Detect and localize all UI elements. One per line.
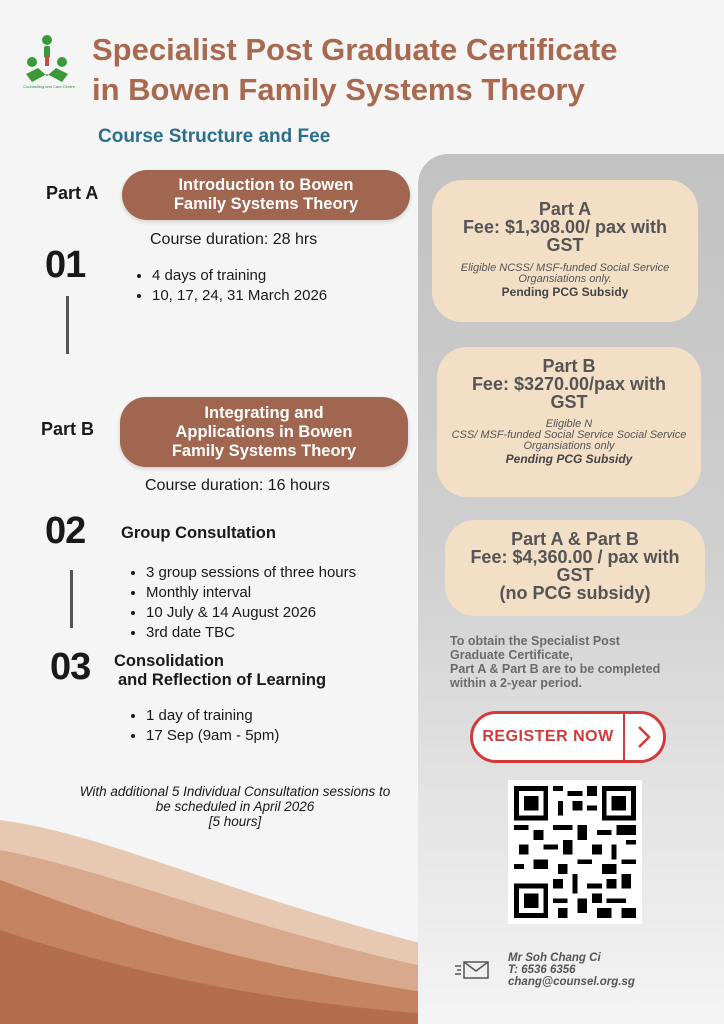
section-03-bullets xyxy=(128,706,279,746)
list-item: • 3rd date TBC xyxy=(146,623,356,643)
divider-line xyxy=(66,296,69,354)
register-now-button[interactable] xyxy=(470,711,666,763)
list-item: • 1 day of training xyxy=(146,706,279,726)
page-title: Specialist Post Graduate Certificate in Bowen Family Systems Theory xyxy=(92,32,618,107)
section-number-03: 03 xyxy=(50,646,91,688)
section-03-heading: Consolidation and Reflection of Learning xyxy=(114,652,327,689)
contact-info xyxy=(508,952,635,988)
contact-name: Mr Soh Chang Ci xyxy=(508,952,601,964)
part-b-pill: Integrating and Applications in Bowen Family Systems Theory xyxy=(120,397,408,467)
part-a-bullets xyxy=(134,266,327,306)
fee-card-part-a: Part A Fee: $1,308.00/ pax with GST Eligible NCSS/ MSF-funded Social Service Organsiations only. Pending PCG Subsidy xyxy=(432,180,698,322)
list-item: • 17 Sep (9am - 5pm) xyxy=(146,726,279,746)
list-item: • 4 days of training xyxy=(152,266,327,286)
fee-card-part-b: Part B Fee: $3270.00/pax with GST Eligible N CSS/ MSF-funded Social Service Social Service Organsiations only Pending PCG Subsidy xyxy=(437,347,701,497)
section-number-01: 01 xyxy=(45,244,86,286)
section-02-bullets xyxy=(128,563,356,643)
people-cluster-icon xyxy=(22,34,72,86)
list-item: • 3 group sessions of three hours xyxy=(146,563,356,583)
section-number-02: 02 xyxy=(45,510,86,552)
part-a-duration: Course duration: 28 hrs xyxy=(150,231,318,248)
list-item: • 10 July & 14 August 2026 xyxy=(146,603,356,623)
chevron-right-icon[interactable] xyxy=(625,725,663,749)
part-a-pill: Introduction to Bowen Family Systems Theory xyxy=(122,170,410,220)
contact-phone[interactable]: T: 6536 6356 xyxy=(508,964,576,976)
qr-code-icon[interactable] xyxy=(508,780,642,924)
register-now-label[interactable]: REGISTER NOW xyxy=(482,728,614,745)
list-item: • 10, 17, 24, 31 March 2026 xyxy=(152,286,327,306)
additional-sessions-note: With additional 5 Individual Consultation sessions to be scheduled in April 2026 [5 hours] xyxy=(79,784,391,829)
part-b-duration: Course duration: 16 hours xyxy=(145,477,330,494)
part-a-label: Part A xyxy=(46,183,99,203)
logo-text: Counselling and Care Centre xyxy=(23,84,75,89)
page-subtitle: Course Structure and Fee xyxy=(98,126,331,147)
fee-card-combined: Part A & Part B Fee: $4,360.00 / pax with GST (no PCG subsidy) xyxy=(445,520,705,616)
mail-icon xyxy=(455,960,489,980)
divider-line xyxy=(70,570,73,628)
section-02-heading: Group Consultation xyxy=(121,524,276,542)
certificate-note: To obtain the Specialist Post Graduate Certificate, Part A & Part B are to be completed within a 2-year period. xyxy=(450,634,661,690)
list-item: • Monthly interval xyxy=(146,583,356,603)
part-b-label: Part B xyxy=(41,419,95,439)
contact-email[interactable]: chang@counsel.org.sg xyxy=(508,976,635,988)
